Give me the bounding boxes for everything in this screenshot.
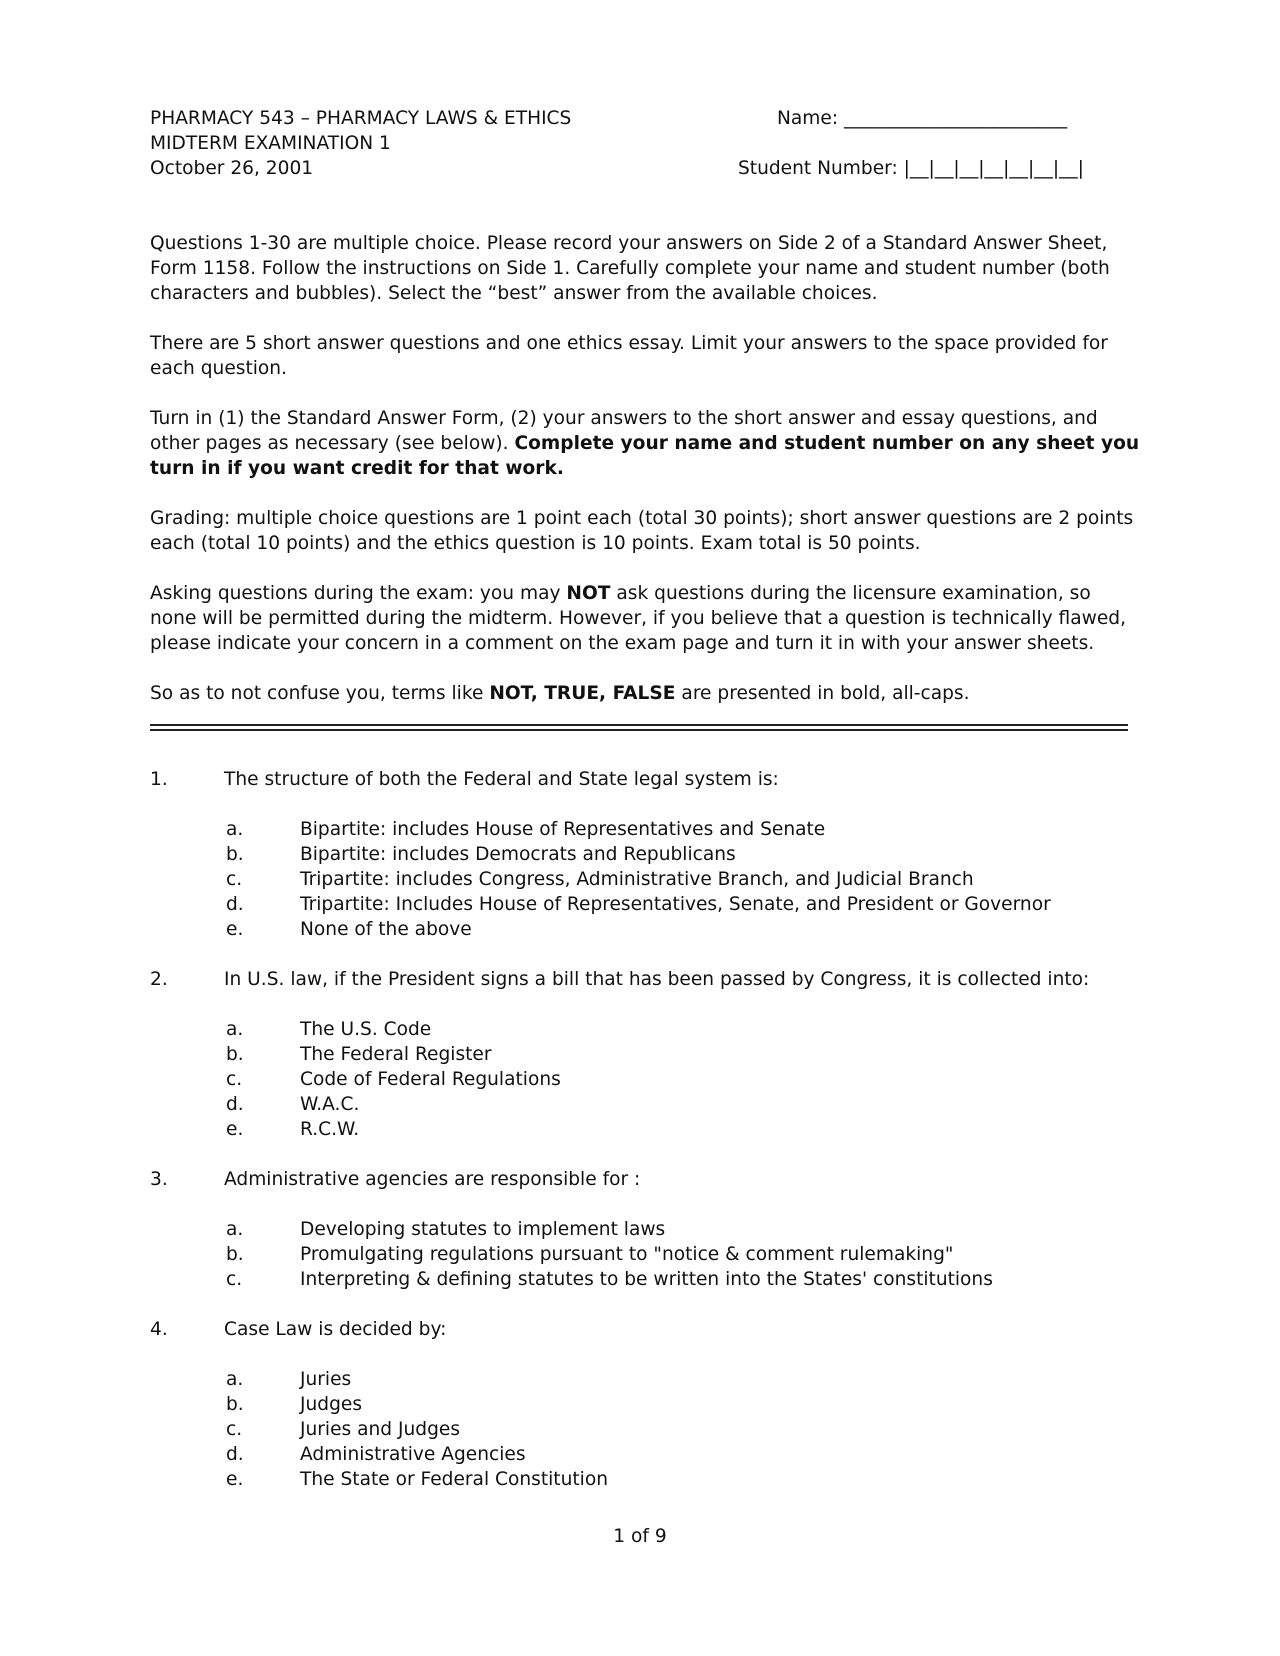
answer-option: b. The Federal Register bbox=[226, 1044, 492, 1065]
question-number: 2. bbox=[150, 969, 168, 990]
course-title: PHARMACY 543 – PHARMACY LAWS & ETHICS bbox=[150, 108, 572, 129]
answer-option: d. Tripartite: Includes House of Representatives, Senate, and President or Governor bbox=[226, 894, 1051, 915]
name-blank: ________________________ bbox=[844, 108, 1068, 129]
divider-top-line bbox=[150, 724, 1128, 726]
answer-option: c. Code of Federal Regulations bbox=[226, 1069, 561, 1090]
question-text: The structure of both the Federal and State legal system is: bbox=[224, 769, 779, 790]
answer-option: a. Bipartite: includes House of Representatives and Senate bbox=[226, 819, 826, 840]
answer-option: d. W.A.C. bbox=[226, 1094, 360, 1115]
credit-warning: Complete your name and student number on any sheet you turn in if you want credit for that work. bbox=[150, 433, 1140, 479]
exam-title: MIDTERM EXAMINATION 1 bbox=[150, 133, 391, 154]
answer-option: c. Interpreting & defining statutes to be written into the States' constitutions bbox=[226, 1269, 993, 1290]
instructions-paragraph-1: Questions 1-30 are multiple choice. Please record your answers on Side 2 of a Standard Answer Sheet, Form 1158. Follow the instructions on Side 1. Carefully complete your name and student number (both characters and bubbles). Select the “best” answer from the available choices. bbox=[150, 233, 1110, 304]
answer-option: b. Judges bbox=[226, 1394, 363, 1415]
question-number: 3. bbox=[150, 1169, 168, 1190]
page-number: 1 of 9 bbox=[613, 1526, 667, 1547]
question-text: In U.S. law, if the President signs a bill that has been passed by Congress, it is collected into: bbox=[224, 969, 1090, 990]
question-text: Administrative agencies are responsible for : bbox=[224, 1169, 641, 1190]
question-number: 1. bbox=[150, 769, 168, 790]
answer-option: b. Promulgating regulations pursuant to "notice & comment rulemaking" bbox=[226, 1244, 954, 1265]
answer-option: e. R.C.W. bbox=[226, 1119, 360, 1140]
not-emphasis: NOT bbox=[566, 583, 611, 604]
answer-option: c. Tripartite: includes Congress, Administrative Branch, and Judicial Branch bbox=[226, 869, 974, 890]
student-number-boxes: |__|__|__|__|__|__|__| bbox=[903, 158, 1084, 179]
answer-option: c. Juries and Judges bbox=[226, 1419, 461, 1440]
instructions-paragraph-2: There are 5 short answer questions and one ethics essay. Limit your answers to the space provided for each question. bbox=[150, 333, 1108, 379]
student-number-label: Student Number: bbox=[738, 158, 898, 179]
answer-option: a. The U.S. Code bbox=[226, 1019, 432, 1040]
answer-option: a. Developing statutes to implement laws bbox=[226, 1219, 666, 1240]
divider-bottom-line bbox=[150, 729, 1128, 731]
bold-terms: NOT, TRUE, FALSE bbox=[489, 683, 676, 704]
name-label: Name: bbox=[777, 108, 839, 129]
grading-paragraph: Grading: multiple choice questions are 1 point each (total 30 points); short answer questions are 2 points each (total 10 points) and the ethics question is 10 points. Exam total is 50 points. bbox=[150, 508, 1134, 554]
answer-option: a. Juries bbox=[226, 1369, 352, 1390]
answer-option: e. None of the above bbox=[226, 919, 472, 940]
questions-policy-paragraph: Asking questions during the exam: you may NOT ask questions during the licensure examination, so none will be permitted during the midterm. However, if you believe that a question is technically flawed, please indicate your concern in a comment on the exam page and turn it in with your answer sheets. bbox=[150, 583, 1126, 654]
question-text: Case Law is decided by: bbox=[224, 1319, 447, 1340]
question-number: 4. bbox=[150, 1319, 168, 1340]
answer-option: b. Bipartite: includes Democrats and Republicans bbox=[226, 844, 736, 865]
formatting-note-paragraph: So as to not confuse you, terms like NOT, TRUE, FALSE are presented in bold, all-caps. bbox=[150, 683, 970, 704]
answer-option: e. The State or Federal Constitution bbox=[226, 1469, 609, 1490]
exam-date: October 26, 2001 bbox=[150, 158, 314, 179]
name-field[interactable] bbox=[777, 106, 1067, 131]
student-number-field[interactable] bbox=[738, 156, 1084, 181]
instructions-paragraph-3: Turn in (1) the Standard Answer Form, (2) your answers to the short answer and essay questions, and other pages as necessary (see below). Complete your name and student number on any sheet you turn in if you want credit for that work. bbox=[150, 408, 1140, 479]
answer-option: d. Administrative Agencies bbox=[226, 1444, 526, 1465]
